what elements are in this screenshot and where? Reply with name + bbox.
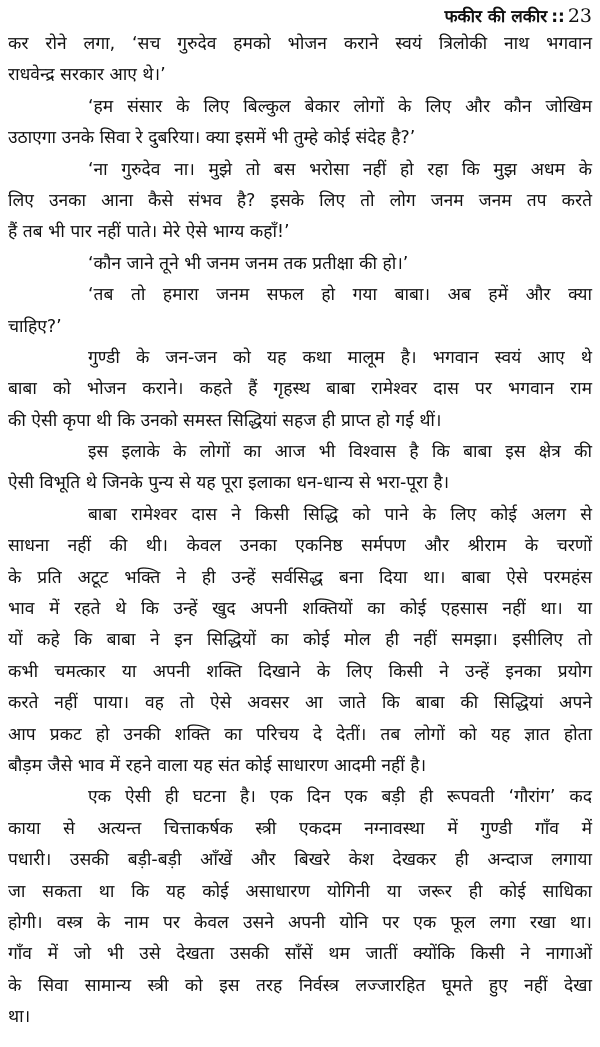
text-line: करते नहीं पाया। वह तो ऐसे अवसर आ जाते कि बाबा की सिद्धियां अपने (8, 693, 592, 714)
text-line: ‘कौन जाने तूने भी जनम जनम तक प्रतीक्षा की हो।’ (88, 253, 409, 274)
text-line: साधना नहीं की थी। केवल उनका एकनिष्ठ सर्मपण और श्रीराम के चरणों (8, 536, 592, 557)
text-line: चाहिए?’ (8, 316, 62, 337)
page-number: 23 (567, 5, 592, 27)
text-line: बाबा रामेश्वर दास ने किसी सिद्धि को पाने के लिए कोई अलग से (88, 504, 592, 525)
text-line: पधारी। उसकी बड़ी-बड़ी आँखें और बिखरे केश देखकर ही अन्दाज लगाया (8, 850, 592, 871)
text-line: हैं तब भी पार नहीं पाते। मेरे ऐसे भाग्य कहाँ!’ (8, 222, 290, 243)
header-separator: :: (551, 7, 565, 27)
text-line: ‘तब तो हमारा जनम सफल हो गया बाबा। अब हमें और क्या (88, 285, 592, 306)
text-line: लिए उनका आना कैसे संभव है? इसके लिए तो लोग जनम जनम तप करते (8, 190, 592, 211)
text-line: के प्रति अटूट भक्ति ने ही उन्हें सर्वसिद्ध बना दिया था। बाबा ऐसे परमहंस (8, 567, 592, 588)
text-line: ‘ना गुरुदेव ना। मुझे तो बस भरोसा नहीं हो रहा कि मुझ अधम के (88, 159, 592, 180)
text-line: आप प्रकट हो उनकी शक्ति का परिचय दे देतीं। तब लोगों को यह ज्ञात होता (8, 724, 592, 745)
text-line: होगी। वस्त्र के नाम पर केवल उसने अपनी योनि पर एक फूल लगा रखा था। (8, 912, 592, 933)
text-line: बाबा को भोजन कराने। कहते हैं गृहस्थ बाबा रामेश्वर दास पर भगवान राम (8, 379, 592, 400)
text-line: उठाएगा उनके सिवा रे दुबरिया। क्या इसमें भी तुम्हे कोई संदेह है?’ (8, 128, 416, 149)
text-line: भाव में रहते थे कि उन्हें खुद अपनी शक्तियों का कोई एहसास नहीं था। या (8, 599, 592, 620)
text-line: एक ऐसी ही घटना है। एक दिन एक बड़ी ही रूपवती ‘गौरांग’ कद (88, 787, 592, 808)
text-line: गुण्डी के जन-जन को यह कथा मालूम है। भगवान स्वयं आए थे (88, 347, 592, 368)
text-line: राधवेन्द्र सरकार आए थे।’ (8, 65, 166, 86)
text-line: काया से अत्यन्त चित्ताकर्षक स्त्री एकदम नग्नावस्था में गुण्डी गाँव में (8, 818, 592, 839)
text-line: ‘हम संसार के लिए बिल्कुल बेकार लोगों के लिए और कौन जोखिम (88, 96, 592, 117)
body-text (8, 29, 592, 1034)
text-line: जा सकता था कि यह कोई असाधारण योगिनी या जरूर ही कोई साधिका (8, 881, 592, 902)
text-line: की ऐसी कृपा थी कि उनको समस्त सिद्धियां सहज ही प्राप्त हो गई थीं। (8, 410, 442, 431)
text-line: बौड़म जैसे भाव में रहने वाला यह संत कोई साधारण आदमी नहीं है। (8, 755, 427, 776)
book-title: फकीर की लकीर (444, 7, 548, 27)
text-line: यों कहे कि बाबा ने इन सिद्धियों का कोई मोल ही नहीं समझा। इसीलिए तो (8, 630, 592, 651)
text-line: ऐसी विभूति थे जिनके पुन्य से यह पूरा इलाका धन-धान्य से भरा-पूरा है। (8, 473, 450, 494)
text-line: था। (8, 1007, 31, 1028)
text-line: इस इलाके के लोगों का आज भी विश्वास है कि बाबा इस क्षेत्र की (88, 442, 592, 463)
text-line: के सिवा सामान्य स्त्री को इस तरह निर्वस्त्र लज्जारहित घूमते हुए नहीं देखा (8, 975, 592, 996)
text-line: कभी चमत्कार या अपनी शक्ति दिखाने के लिए किसी ने उन्हें इनका प्रयोग (8, 661, 592, 682)
running-header (444, 6, 592, 27)
text-line: गाँव में जो भी उसे देखता उसकी साँसें थम जातीं क्योंकि किसी ने नागाओं (8, 944, 592, 965)
text-line: कर रोने लगा, ‘सच गुरुदेव हमको भोजन कराने स्वयं त्रिलोकी नाथ भगवान (8, 34, 592, 54)
